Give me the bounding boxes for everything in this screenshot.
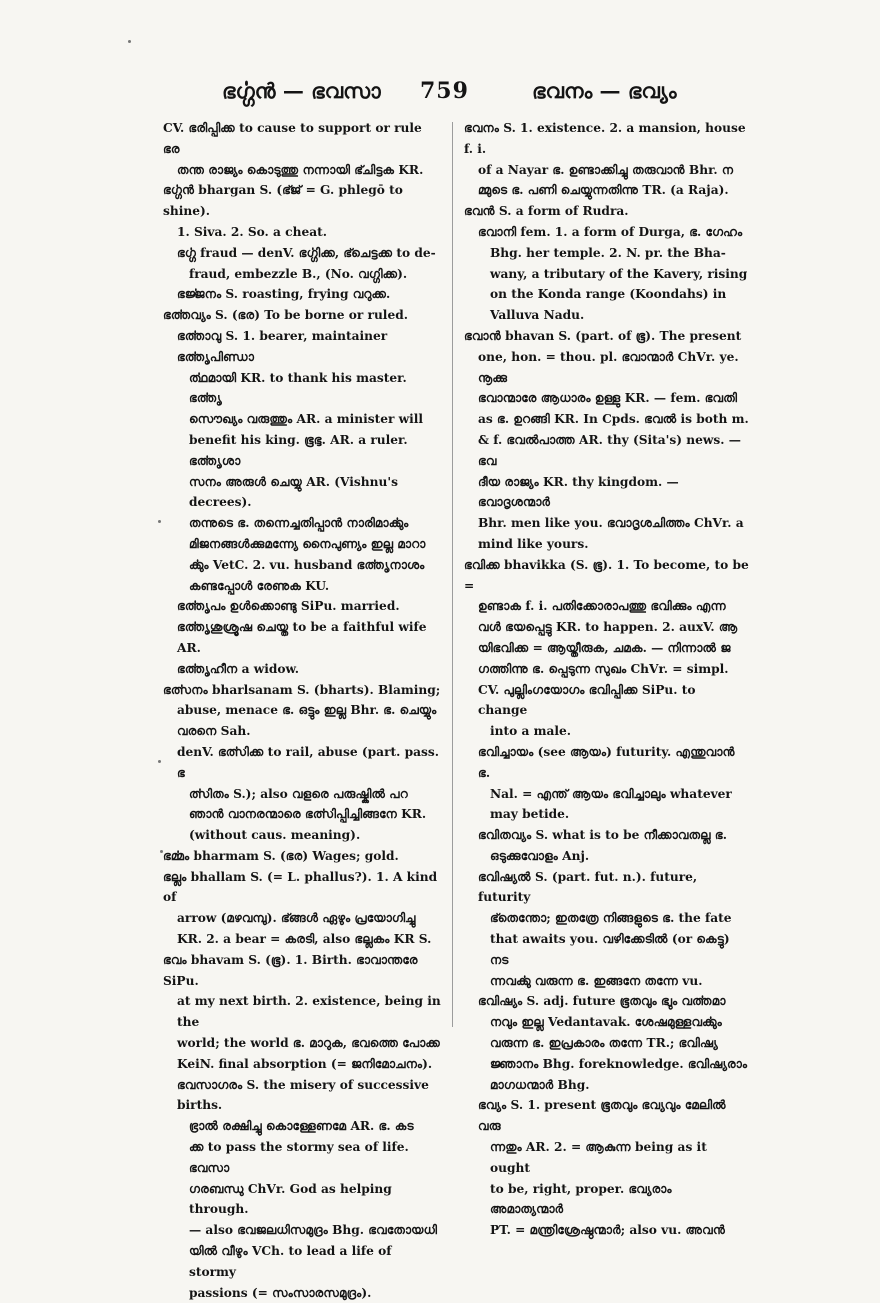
headword-entry: ഭവം bhavam S. (ഭൂ). 1. Birth. ഭാവാന്തരേ SiPu. [163,952,418,988]
headword-entry: ഭവാൻ bhavan S. (part. of ഭൂ). The present [464,328,742,343]
entry-line: may betide. [490,807,570,822]
entry-line: ഭൎത്തൃഹീന a widow. [177,661,300,676]
headword-entry: ഭൎഗ്ഗൻ bhargan S. (ഭ്ജ് = G. phlegō to shine). [163,183,403,219]
entry-line: ഭ്രാൽ രക്ഷിച്ചു കൊള്ളേണമേ AR. ഭ. കട [189,1119,414,1134]
running-head-left: ഭൎഗ്ഗൻ — ഭവസാ [222,78,381,103]
headword-entry: ഭൎമ്മം bharmam S. (ഭര) Wages; gold. [163,848,399,863]
entry-line: യിഭവിക്ക = ആയ്തീരുക, ചമക. — നിന്നാൽ ജ [478,640,731,655]
entry-line: നവും ഇല്ല Vedantavak. ശേഷമുള്ളവൎക്കും [490,1015,722,1030]
entry-line: യിൽ വീഴും VCh. to lead a life of stormy [189,1244,392,1279]
entry-line: ഗത്തിന്നു ഭ. പ്പെടുന്ന സുഖം ChVr. = simpl. [478,661,729,676]
entry-line: one, hon. = thou. pl. ഭവാന്മാർ ChVr. ye. നൂക്കു [478,349,739,385]
entry-line: വൾ ഭയപ്പെട്ടു KR. to happen. 2. auxV. ആ [478,620,738,635]
entry-line: സൌഖ്യം വരുത്തും AR. a minister will [189,412,424,427]
entry-line: ഒടുക്കുവോളം Anj. [490,848,590,863]
entry-line: wany, a tributary of the Kavery, rising [490,266,748,281]
entry-line: Nal. = എന്ത് ആയം ഭവിച്ചാലും whatever [490,786,732,801]
entry-line: ഗരബന്ധു ChVr. God as helping through. [189,1181,392,1217]
entry-line: ഭവസാഗരം S. the misery of successive births. [177,1077,429,1113]
entry-line: ഭൎത്തൃശുശ്രൂഷ ചെയ്ത to be a faithful wife AR. [177,620,427,655]
entry-line: Bhg. her temple. 2. N. pr. the Bha- [490,245,726,260]
entry-line: that awaits you. വഴിക്കേടിൽ (or കെട്ടു) നട [490,932,730,967]
entry-line: ഭവാനി fem. 1. a form of Durga, ഭ. ഗേഹം [478,224,743,239]
headword-entry: CV. ഭരിപ്പിക്ക to cause to support or rule ഭര [163,121,422,156]
entry-line: ഭവിച്ചായം (see ആയം) futurity. എന്തുവാൻ ഭ. [478,744,735,780]
entry-line: ക്ക to pass the stormy sea of life. ഭവസാ [189,1140,409,1175]
entry-line: ഭവിഷ്യം S. adj. future ഭൂതവും ഭ്വും വൎത്തമാ [478,994,726,1009]
entry-line: വരുന്ന ഭ. ഇപ്രകാരം തന്നേ TR.; ഭവിഷ്യ [490,1036,718,1051]
entry-line: — also ഭവജലധിസമുദ്രം Bhg. ഭവതോയധി [189,1223,438,1238]
left-column [163,118,441,1303]
entry-line: മിജനങ്ങൾക്കുമന്ന്യേ നൈപുണ്യം ഇല്ല മാറാ [189,536,426,551]
paper-speck [158,760,161,763]
entry-line: കണ്ടപ്പോൾ രേണുക KU. [189,578,330,593]
entry-line: KR. 2. a bear = കരടി, also ഭല്ലകം KR S. [177,932,432,947]
entry-line: ഞാൻ വാനരന്മാരെ ഭൎത്സിപ്പിച്ചിങ്ങനേ KR. [189,807,427,822]
entry-line: passions (= സംസാരസമുദ്രം). [189,1285,372,1300]
headword-entry: ഭവനം S. 1. existence. 2. a mansion, house f. i. [464,121,746,156]
entry-line: ഭവിഷ്യൽ S. (part. fut. n.). future, futurity [478,869,698,905]
entry-line: ജ്ഞാനം Bhg. foreknowledge. ഭവിഷ്യരാം [490,1056,748,1071]
entry-line: ന്നവൎക്കു വരുന്ന ഭ. ഇങ്ങനേ തന്നേ vu. [490,973,703,988]
entry-line: into a male. [490,724,572,739]
entry-line: as ഭ. ഉറങ്ങി KR. In Cpds. ഭവൽ is both m. [478,412,749,427]
running-head-right: ഭവനം — ഭവ്യം [532,78,677,103]
entry-line: ഭൎത്താവു S. 1. bearer, maintainer ഭൎത്തൃപിണ്ഡാ [177,328,388,364]
entry-line: ഭവ്യം S. 1. present ഭൂതവും ഭവ്യവും മേലിൽ വരു [478,1098,726,1134]
entry-line: & f. ഭവൽപാത്ത AR. thy (Sita's) news. — ഭവ [478,432,741,468]
entry-line: fraud, embezzle B., (No. വഗ്ഗിക്ക). [189,266,408,281]
entry-line: ഉണ്ടാക f. i. പതിക്കോരാപത്തു ഭവിക്കും എന്ന [478,599,726,614]
entry-line: Bhr. men like you. ഭവാദൃശചിത്തം ChVr. a [478,516,744,531]
headword-entry: ഭല്ലം bhallam S. (= L. phallus?). 1. A kind of [163,869,438,905]
headword-entry: ഭൎത്തവ്യം S. (ഭര) To be borne or ruled. [163,308,408,323]
entry-line: ഭ്തെന്തോ; ഇതത്രേ നിങ്ങളുടെ ഭ. the fate [490,911,732,926]
entry-line: of a Nayar ഭ. ഉണ്ടാക്കിച്ചു തരുവാൻ Bhr. ന [478,162,734,177]
entry-line: on the Konda range (Koondahs) in [490,287,727,302]
right-column [464,118,749,1241]
entry-line: സനം അരുൾ ചെയ്യു AR. (Vishnu's decrees). [189,474,398,510]
entry-line: ഭവാന്മാരേ ആധാരം ഉള്ളു KR. — fem. ഭവതി [478,391,738,406]
entry-line: arrow (മഴവമ്പു). ഭ്ങ്ങൾ ഏഴും പ്രയോഗിച്ചു [177,911,416,926]
column-divider [452,122,453,1027]
headword-entry: ഭവൻ S. a form of Rudra. [464,204,629,219]
entry-line: ഭൎജ്ജനം S. roasting, frying വറുക്ക. [177,287,391,302]
entry-line: തന്ത രാജ്യം കൊടുത്തു നന്നായി ഭ്ചിട്ടക KR. [177,162,424,177]
headword-entry: ഭവിക്ക bhavikka (S. ഭൂ). 1. To become, to be = [464,557,749,593]
entry-line: ഭൎഗ്ഗ fraud — denV. ഭൎഗ്ഗിക്ക, ഭ്ചെട്ടക്ക to de- [177,245,436,260]
entry-line: ന്നതും AR. 2. = ആകുന്ന being as it ought [490,1140,707,1175]
entry-line: (without caus. meaning). [189,828,361,843]
entry-line: PT. = മന്ത്രിശ്രേഷ്ഠന്മാർ; also vu. അവൻ [490,1223,725,1238]
entry-line: benefit his king. ഭൂഭ്ഭ. AR. a ruler. ഭൎത്തൃശാ [189,432,408,468]
paper-speck [128,40,131,43]
entry-line: 1. Siva. 2. So. a cheat. [177,224,327,239]
entry-line: ഭൎത്തൃപം ഉൾക്കൊണ്ടു SiPu. married. [177,599,400,614]
page-number: 759 [420,78,469,104]
entry-line: mind like yours. [478,536,589,551]
entry-line: മാഗധന്മാർ Bhg. [490,1077,590,1092]
entry-line: തന്നുടെ ഭ. തന്നെച്ചതിപ്പാൻ നാരിമാൎക്കും [189,516,409,531]
entry-line: മ്മുടെ ഭ. പണി ചെയ്യുന്നതിന്നു TR. (a Raja). [478,183,729,198]
entry-line: KeiN. final absorption (= ജനിമോചനം). [177,1056,433,1071]
entry-line: world; the world ഭ. മാറുക, ഭവത്തെ പോക്ക [177,1036,440,1051]
paper-speck [158,520,161,523]
entry-line: Valluva Nadu. [490,308,585,323]
entry-line: at my next birth. 2. existence, being in the [177,994,441,1030]
entry-line: ഭവിതവ്യം S. what is to be നീക്കാവതല്ല ഭ. [478,828,727,843]
entry-line: വരനെ Sah. [177,724,251,739]
paper-speck [160,850,163,853]
headword-entry: ഭൎത്സനം bharlsanam S. (bharts). Blaming; [163,682,441,697]
entry-line: ദീയ രാജ്യം KR. thy kingdom. — ഭവാദൃശന്മാർ [478,474,679,510]
entry-line: CV. പുല്ലിംഗയോഗം ഭവിപ്പിക്ക SiPu. to change [478,682,696,718]
entry-line: to be, right, proper. ഭവ്യരാം അമാത്യന്മാർ [490,1181,672,1217]
entry-line: denV. ഭൎത്സിക്ക to rail, abuse (part. pass. ഭ [177,744,439,780]
page-header [0,78,880,112]
entry-line: abuse, menace ഭ. ഒട്ടും ഇല്ല Bhr. ഭ. ചെയ്യും [177,703,437,718]
entry-line: ൎത്സിതം S.); also വളരെ പരുഷ്കിൽ പറ [189,786,408,801]
entry-line: ൎക്കും VetC. 2. vu. husband ഭൎത്തൃനാശം [189,557,425,572]
entry-line: ൎത്ഥമായി KR. to thank his master. ഭൎത്തൃ [189,370,407,406]
